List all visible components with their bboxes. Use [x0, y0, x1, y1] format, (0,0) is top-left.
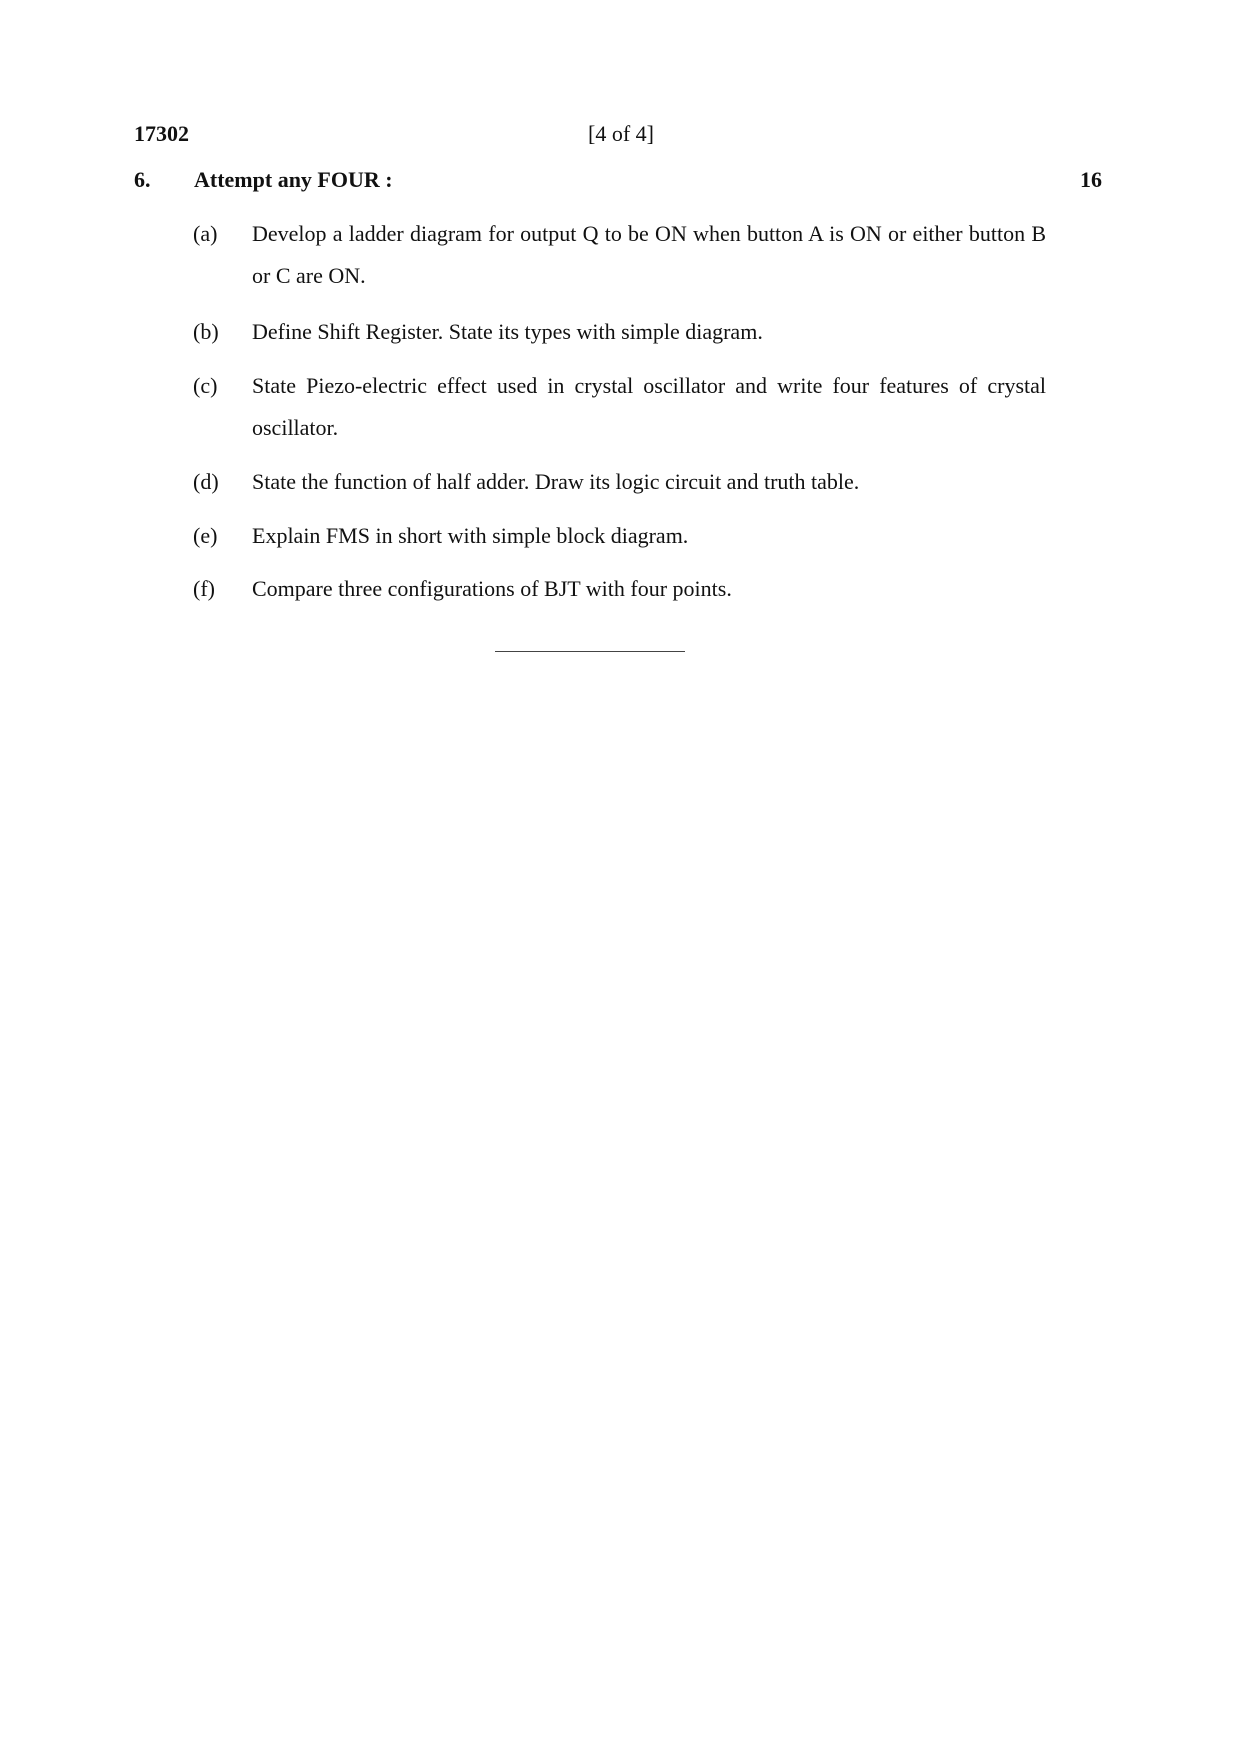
paper-code: 17302	[134, 121, 189, 146]
item-text: Compare three configurations of BJT with four points.	[252, 576, 732, 601]
item-text: State the function of half adder. Draw its logic circuit and truth table.	[252, 469, 860, 494]
item-label: (d)	[193, 469, 219, 494]
question-item-d	[193, 461, 1046, 503]
item-label: (b)	[193, 319, 219, 344]
item-text: Define Shift Register. State its types with simple diagram.	[252, 319, 763, 344]
question-item-c	[193, 365, 1046, 449]
item-label: (f)	[193, 576, 215, 601]
item-text: Develop a ladder diagram for output Q to be ON when button A is ON or either button B or C are ON.	[252, 221, 1046, 288]
question-item-a	[193, 213, 1046, 297]
item-text: Explain FMS in short with simple block diagram.	[252, 523, 689, 548]
question-number: 6.	[134, 167, 151, 192]
item-label: (e)	[193, 523, 218, 548]
item-label: (a)	[193, 221, 218, 246]
question-item-f	[193, 568, 1046, 610]
page-indicator: [4 of 4]	[588, 121, 654, 146]
question-marks: 16	[1080, 167, 1102, 192]
item-text: State Piezo-electric effect used in crystal oscillator and write four features of crystal oscillator.	[252, 373, 1046, 440]
item-label: (c)	[193, 373, 218, 398]
question-item-e	[193, 515, 1046, 557]
question-instruction: Attempt any FOUR :	[194, 167, 393, 192]
question-item-b	[193, 311, 1046, 353]
end-separator-line	[495, 651, 685, 652]
